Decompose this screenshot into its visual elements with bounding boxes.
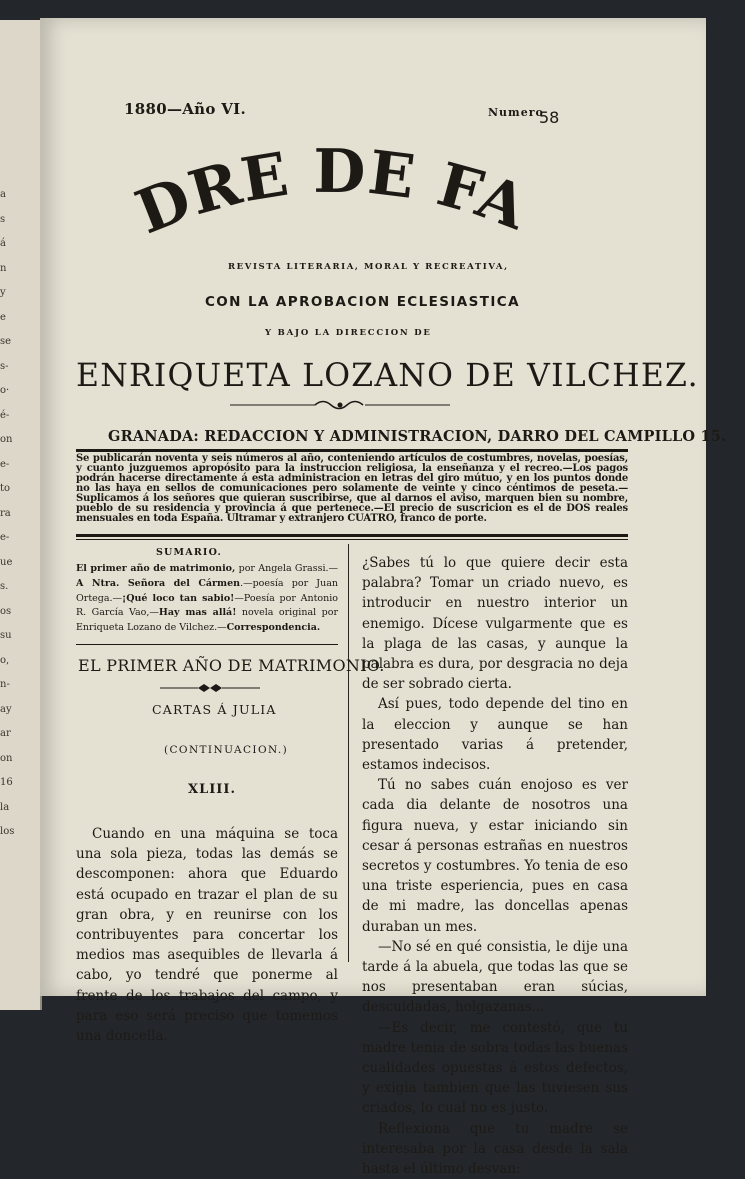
paragraph: —Es decir, me contestó, que tu madre tenia de sobra todas las buenas cualidades opuestas á estos defectos, y exigia tambien que las tuviesen sus criados, lo cual no es justo. xyxy=(362,1019,628,1117)
facing-page-fragment: su xyxy=(0,630,12,641)
subscription-notice: Se publicarán noventa y seis números al año, conteniendo artículos de costumbres, novelas, poesías, y cuanto juzguemos apropósito para la instruccion religiosa, la enseñanza y el recreo.—Los pagos podrán hacerse directamente á esta administracion en letras del giro mútuo, y en los puntos donde no las haya en sellos de comunicaciones pero solamente de veinte y cinco céntimos de peseta.—Suplicamos á los señores que quieran suscribirse, que al darnos el aviso, marquen bien su nombre, pueblo de su residencia y provincia á que pertenece.—El precio de suscricion es el de DOS reales mensuales en toda España. Ultramar y extranjero CUATRO, franco de porte. xyxy=(76,453,628,524)
facing-page-fragment: e xyxy=(0,311,6,323)
newspaper-page xyxy=(40,18,727,1178)
facing-page-edge xyxy=(0,20,42,1010)
paragraph: Tú no sabes cuán enojoso es ver cada dia delante de nosotros una figura nueva, y estar iniciando sin cesar á personas estrañas en nuestros secretos y costumbres. Yo tenia de eso una triste esperiencia, pues en casa de mi madre, las doncellas apenas duraban un mes. xyxy=(362,777,628,935)
facing-page-fragment: los xyxy=(0,826,15,837)
facing-page-fragment: ay xyxy=(0,703,12,715)
approbation-line: CON LA APROBACION ECLESIASTICA xyxy=(205,294,520,310)
sumario-rule xyxy=(76,644,338,645)
article-ornament xyxy=(160,678,260,688)
right-column-body xyxy=(362,553,628,1179)
sumario-item-title: Hay mas allá! xyxy=(158,607,237,619)
column-divider xyxy=(348,544,349,962)
facing-page-fragment: n- xyxy=(0,679,10,690)
sumario-item-author: novela original por Enriqueta Lozano de Vilchez.— xyxy=(76,607,339,634)
facing-page-fragment: 16 xyxy=(0,777,13,788)
sumario-title: SUMARIO. xyxy=(156,547,222,558)
paragraph: Así pues, todo depende del tino en la eleccion y aunque se han presentado varias á pretender, estamos indecisos. xyxy=(362,696,628,774)
left-column-body xyxy=(76,824,338,1046)
sumario-list xyxy=(76,562,338,636)
masthead-title-text: LA MADRE DE FAMILIA. xyxy=(88,75,537,249)
facing-page-fragment: e- xyxy=(0,532,10,543)
facing-page-fragment: n xyxy=(0,262,7,274)
facing-page-fragment: á xyxy=(0,238,6,249)
sumario-item-title: El primer año de matrimonio, xyxy=(76,563,236,574)
direction-line: Y BAJO LA DIRECCION DE xyxy=(265,328,432,338)
facing-page-fragment: s- xyxy=(0,360,9,372)
paragraph: Cuando en una máquina se toca una sola pieza, todas las demás se descomponen: ahora que Eduardo está ocupado en trazar el plan de su gran obra, y en reunirse con los contribuyentes para concertar los medios mas asequibles de llevarla á cabo, yo tendré que ponerme al frente de los trabajos del campo, y para eso será preciso que tomemos una doncella. xyxy=(76,826,338,1045)
sumario-item-title: Correspondencia. xyxy=(226,622,321,634)
facing-page-fragment: os xyxy=(0,605,12,617)
facing-page-fragment: to xyxy=(0,483,11,494)
facing-page-fragment: y xyxy=(0,287,6,298)
facing-page-fragment: ue xyxy=(0,556,13,568)
sumario-item-author: por Angela Grassi.— xyxy=(235,563,339,574)
facing-page-fragment: la xyxy=(0,801,10,813)
sumario-item-title: ¡Qué loco tan sabio! xyxy=(122,592,235,604)
article-subtitle: CARTAS Á JULIA xyxy=(152,702,277,717)
sumario-item-title: A Ntra. Señora del Cármen xyxy=(76,577,241,589)
facing-page-fragment: s xyxy=(0,213,6,225)
top-rule xyxy=(76,449,628,452)
notice-bottom-rule xyxy=(76,534,628,537)
sumario-item-author: —Poesía por Antonio R. García Vao,— xyxy=(76,592,338,619)
tagline: REVISTA LITERARIA, MORAL Y RECREATIVA, xyxy=(228,262,509,272)
notice-bottom-rule-thin xyxy=(76,539,628,540)
director-name: ENRIQUETA LOZANO DE VILCHEZ. xyxy=(76,358,699,394)
chapter-number: XLIII. xyxy=(188,782,236,797)
facing-page-fragment: o, xyxy=(0,654,10,666)
facing-page-fragment: ar xyxy=(0,728,11,739)
facing-page-fragment: on xyxy=(0,434,13,445)
facing-page-fragment: s. xyxy=(0,581,9,592)
article-title: EL PRIMER AÑO DE MATRIMONIO. xyxy=(78,656,385,675)
address-line: GRANADA: REDACCION Y ADMINISTRACION, DARRO DEL CAMPILLO 15. xyxy=(108,428,727,445)
facing-page-fragment: on xyxy=(0,752,13,764)
sumario-item-author: .—poesía por Juan Ortega.— xyxy=(76,577,338,604)
ornament-divider xyxy=(230,397,450,413)
facing-page-fragment: a xyxy=(0,189,6,200)
paragraph: ¿Sabes tú lo que quiere decir esta palabra? Tomar un criado nuevo, es introducir en nuestro interior un enemigo. Dícese vulgarmente que es la plaga de las casas, y aunque la palabra es dura, por desgracia no deja de ser sobrado cierta. xyxy=(362,555,628,693)
issue-number: 58 xyxy=(539,108,560,127)
facing-page-fragment: se xyxy=(0,336,12,347)
facing-page-fragment: o· xyxy=(0,385,10,396)
facing-page-fragment: é- xyxy=(0,409,10,421)
facing-page-fragment: ra xyxy=(0,507,11,519)
issue-number-label: Numero xyxy=(488,106,544,119)
paragraph: —No sé en qué consistia, le dije una tarde á la abuela, que todas las que se nos presentaban eran súcias, descuidadas, holgazanas... xyxy=(362,938,628,1016)
facing-page-fragment: e- xyxy=(0,458,10,470)
paragraph: Reflexiona que tu madre se interesaba por la casa desde la sala hasta el último desvan: xyxy=(362,1120,628,1178)
issue-year: 1880—Año VI. xyxy=(124,100,246,118)
continuation-label: (CONTINUACION.) xyxy=(164,744,289,756)
